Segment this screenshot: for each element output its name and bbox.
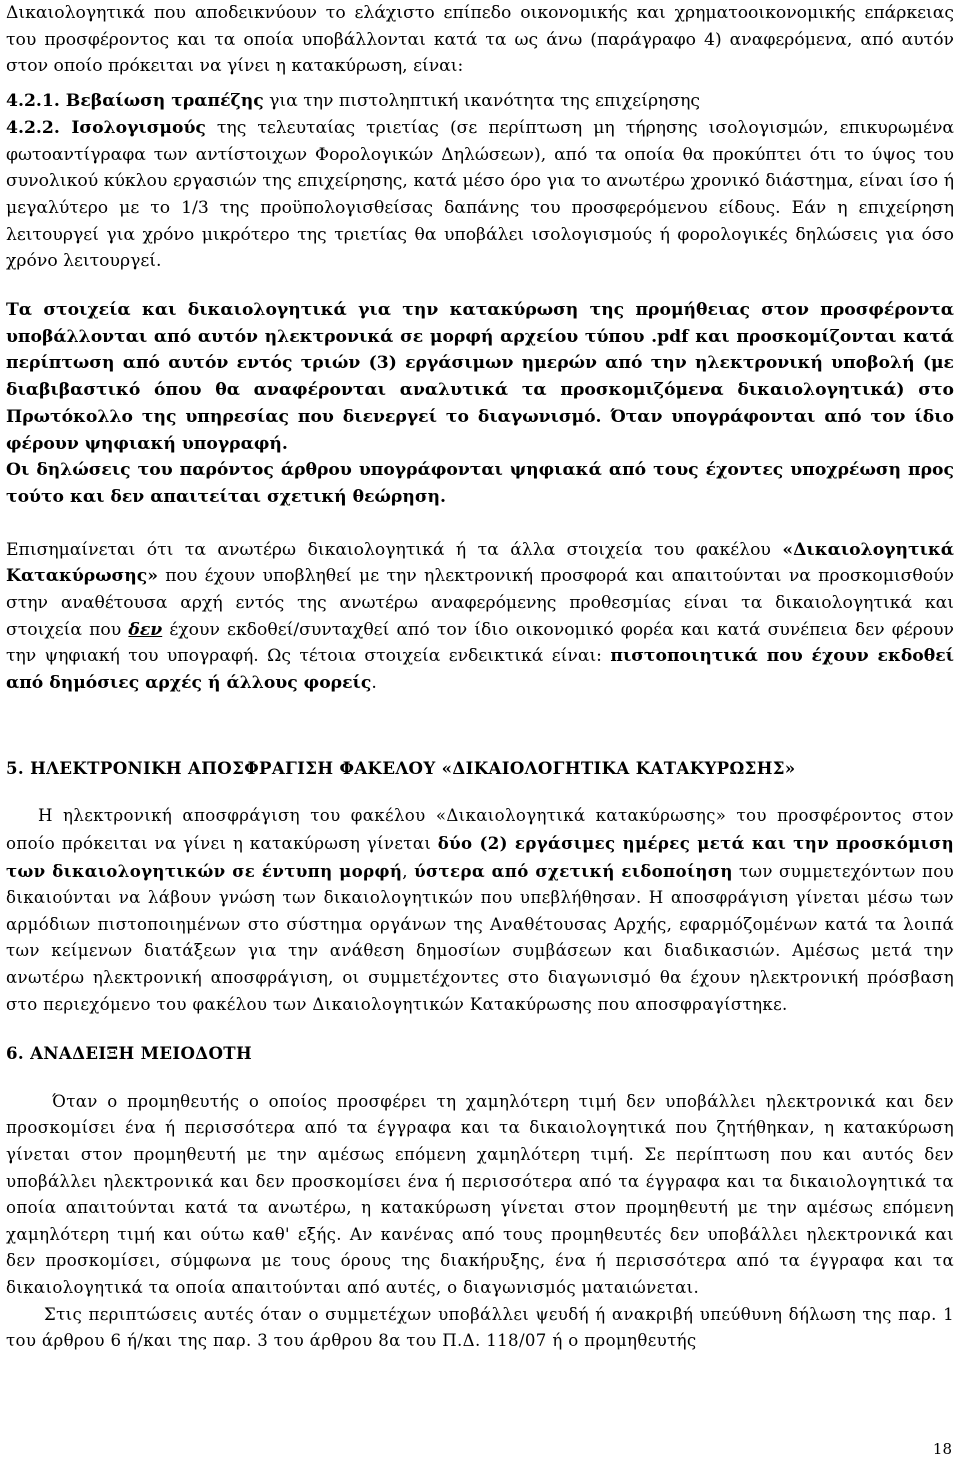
section-6-paragraph-1: Όταν ο προμηθευτής ο οποίος προσφέρει τη χαμηλότερη τιμή δεν υποβάλλει ηλεκτρονικά και δεν προσκομίσει ένα ή περισσότερα από τα έγγραφα και τα δικαιολογητικά που ζητήθηκαν, η κατακύρωση γίνεται στον προμηθευτή με την αμέσως επόμενη χαμηλότερη τιμή. Σε περίπτωση που και αυτός δεν υποβάλλει ηλεκτρονικά και δεν προσκομίσει ένα ή περισσότερα από τα έγγραφα και τα δικαιολογητικά τα οποία απαιτούνται κατά τα ανωτέρω, η κατακύρωση γίνεται στον προμηθευτή με την αμέσως επόμενη χαμηλότερη τιμή και ούτω καθ' εξής. Αν κανένας από τους προμηθευτές δεν υποβάλλει ηλεκτρονικά και δεν προσκομίσει, σύμφωνα με τους όρους της διακήρυξης, ένα ή περισσότερα από τα έγγραφα και τα δικαιολογητικά τα οποία απαιτούνται από αυτές, ο διαγωνισμός ματαιώνεται. (6, 1091, 954, 1297)
signature-text: Οι δηλώσεις του παρόντος άρθρου υπογράφονται ψηφιακά από τους έχοντες υποχρέωση προς τούτο και δεν απαιτείται σχετική θεώρηση. (6, 460, 954, 507)
note-emphasis: δεν (128, 619, 163, 640)
section-5-text-2: , (402, 861, 415, 881)
section-6-paragraph-2: Στις περιπτώσεις αυτές όταν ο συμμετέχων υποβάλλει ψευδή ή ανακριβή υπεύθυνη δήλωση της παρ. 1 του άρθρου 6 ή/και της παρ. 3 του άρθρου 8α του Π.Δ. 118/07 ή ο προμηθευτής (6, 1304, 954, 1351)
note-text-3: έχουν εκδοθεί/συνταχθεί από τον ίδιο οικονομικό φορέα και κατά συνέπεια δεν φέρουν την ψηφιακή του υπογραφή. Ως τέτοια στοιχεία ενδεικτικά είναι: (6, 619, 954, 667)
signature-paragraph (6, 457, 954, 510)
section-5-heading: 5. ΗΛΕΚΤΡΟΝΙΚΗ ΑΠΟΣΦΡΑΓΙΣΗ ΦΑΚΕΛΟΥ «ΔΙΚΑΙΟΛΟΓΗΤΙΚΑ ΚΑΤΑΚΥΡΩΣΗΣ» (6, 757, 796, 778)
section-5-text-1: Η ηλεκτρονική αποσφράγιση του φακέλου «Δικαιολογητικά κατακύρωσης» του προσφέροντος στον οποίο πρόκειται να γίνει η κατακύρωση γίνεται (6, 806, 954, 854)
note-paragraph (6, 537, 954, 697)
section-5-bold-2: ύστερα από σχετική ειδοποίηση (414, 860, 733, 881)
item-4-2-1-text: για την πιστοληπτική ικανότητα της επιχείρησης (263, 91, 700, 112)
document-page (6, 0, 954, 1355)
item-4-2-1-label: 4.2.1. Βεβαίωση τραπέζης (6, 91, 264, 112)
note-folder-name: «Δικαιολογητικά Κατακύρωσης» (6, 539, 954, 587)
note-text-4: . (371, 673, 377, 694)
section-5-bold-1: δύο (2) εργάσιμες ημέρες μετά και την προσκόμιση των δικαιολογητικών σε έντυπη μορφή (6, 833, 954, 881)
page-number: 18 (932, 1440, 952, 1458)
intro-paragraph: Δικαιολογητικά που αποδεικνύουν το ελάχιστο επίπεδο οικονομικής και χρηματοοικονομικής επάρκειας του προσφέροντος και τα οποία υποβάλλονται κατά τα ως άνω (παράγραφο 4) αναφερόμενα, από αυτόν στον οποίο πρόκειται να γίνει η κατακύρωση, είναι: (6, 3, 954, 77)
note-text-1: Επισημαίνεται ότι τα ανωτέρω δικαιολογητικά ή τα άλλα στοιχεία του φακέλου (6, 539, 783, 560)
section-5-paragraph (6, 803, 954, 1018)
item-4-2-2-label: 4.2.2. Ισολογισμούς (6, 117, 206, 138)
submission-paragraph (6, 297, 954, 457)
section-5-text-3: των συμμετεχόντων που δικαιούνται να λάβουν γνώση των δικαιολογητικών που υπεβλήθησαν. Η αποσφράγιση γίνεται μέσω των αρμόδιων πιστοποιημένων στο σύστημα οργάνων της Αναθέτουσας Αρχής, εφαρμόζομένων κατά τα λοιπά των κείμενων διατάξεων για την ανάθεση δημοσίων συμβάσεων και διαδικασιών. Αμέσως μετά την ανωτέρω ηλεκτρονική αποσφράγιση, οι συμμετέχοντες στο διαγωνισμό θα έχουν ηλεκτρονική πρόσβαση στο περιεχόμενο του φακέλου των Δικαιολογητικών Κατακύρωσης που αποσφραγίστηκε. (6, 861, 955, 1014)
submission-text: Τα στοιχεία και δικαιολογητικά για την κατακύρωση της προμήθειας στον προσφέροντα υποβάλλονται από αυτόν ηλεκτρονικά σε μορφή αρχείου τύπου .pdf και προσκομίζονται κατά περίπτωση από αυτόν εντός τριών (3) εργάσιμων ημερών από την ηλεκτρονική υποβολή (με διαβιβαστικό όπου θα αναφέρονται αναλυτικά τα προσκομιζόμενα δικαιολογητικά) στο Πρωτόκολλο της υπηρεσίας που διενεργεί το διαγωνισμό. Όταν υπογράφονται από τον ίδιο φέρουν ψηφιακή υπογραφή. (6, 300, 954, 454)
note-examples: πιστοποιητικά που έχουν εκδοθεί από δημόσιες αρχές ή άλλους φορείς (6, 646, 954, 694)
item-4-2-2 (6, 115, 954, 275)
note-text-2: που έχουν υποβληθεί με την ηλεκτρονική προσφορά και απαιτούνται να προσκομισθούν στην αναθέτουσα αρχή εντός της ανωτέρω αναφερόμενης προθεσμίας είναι τα δικαιολογητικά και στοιχεία που (6, 566, 954, 640)
item-4-2-2-text: της τελευταίας τριετίας (σε περίπτωση μη τήρησης ισολογισμών, επικυρωμένα φωτοαντίγραφα των αντίστοιχων Φορολογικών Δηλώσεων), από τα οποία θα προκύπτει ότι το ύψος του συνολικού κύκλου εργασιών της επιχείρησης, κατά μέσο όρο για το ανωτέρω χρονικό διάστημα, είναι ίσο ή μεγαλύτερο με το 1/3 της προϋπολογισθείσας δαπάνης του προσφερόμενου είδους. Εάν η επιχείρηση λειτουργεί για χρόνο μικρότερο της τριετίας θα υποβάλει ισολογισμούς ή φορολογικές δηλώσεις για όσο χρόνο λειτουργεί. (6, 117, 954, 272)
item-4-2-1 (6, 88, 954, 115)
section-6-heading: 6. ΑΝΑΔΕΙΞΗ ΜΕΙΟΔΟΤΗ (6, 1043, 253, 1064)
